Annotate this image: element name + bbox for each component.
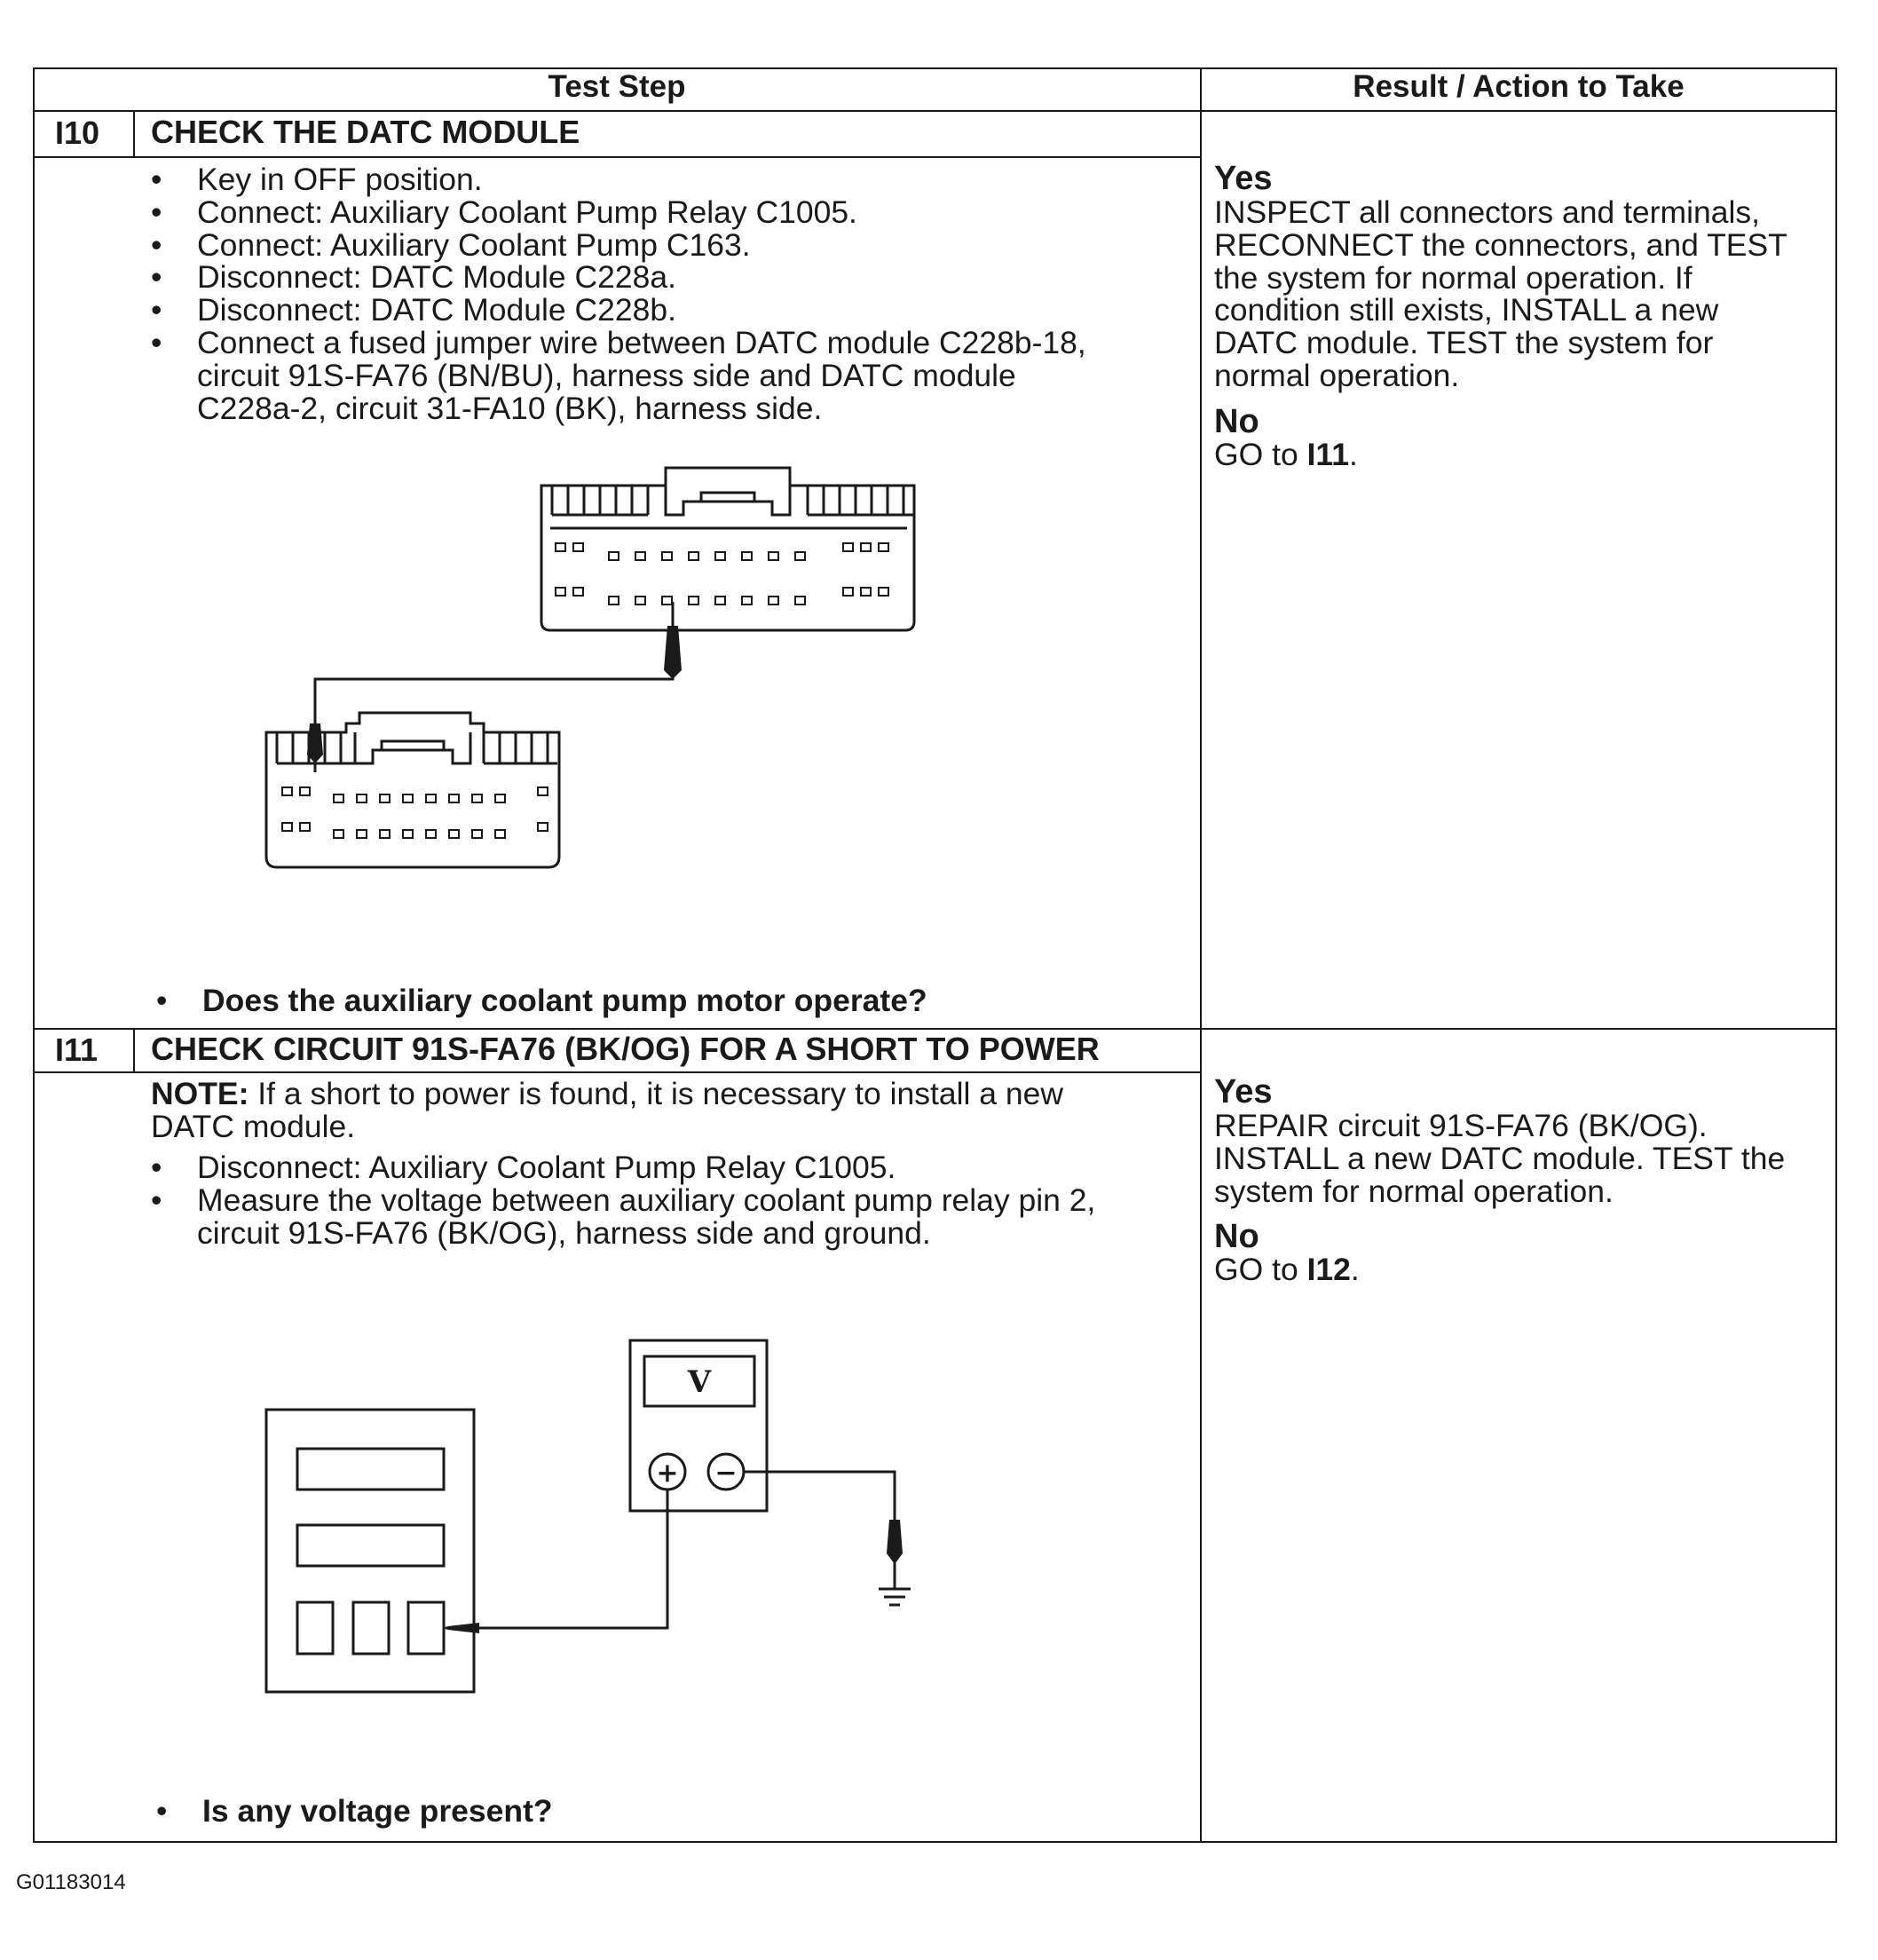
goto-step-link[interactable]: I11 xyxy=(1306,437,1349,472)
result-no-label: No xyxy=(1214,1218,1259,1255)
note-text: If a short to power is found, it is necessary to install a new xyxy=(249,1076,1063,1111)
goto-step-link[interactable]: I12 xyxy=(1306,1252,1351,1287)
probe-tips xyxy=(444,1520,903,1633)
result-yes-label: Yes xyxy=(1214,160,1273,197)
result-no-label: No xyxy=(1214,403,1259,440)
instruction-item: • Key in OFF position. xyxy=(144,163,1086,196)
note-label: NOTE: xyxy=(151,1076,249,1111)
result-no-action xyxy=(1214,1253,1360,1286)
result-line: RECONNECT the connectors, and TEST xyxy=(1214,226,1787,263)
step-instructions xyxy=(144,163,1086,424)
goto-suffix: . xyxy=(1350,1252,1360,1287)
positive-terminal-icon: + xyxy=(656,1458,679,1489)
voltmeter-diagram xyxy=(257,1332,941,1704)
relay-box xyxy=(266,1410,474,1692)
test-leads xyxy=(446,1472,895,1628)
step-number: I11 xyxy=(55,1031,99,1068)
result-line: INSPECT all connectors and terminals, xyxy=(1214,194,1760,230)
result-line: REPAIR circuit 91S-FA76 (BK/OG). xyxy=(1214,1108,1708,1143)
step-number: I10 xyxy=(55,115,100,151)
result-no-action xyxy=(1214,439,1358,471)
instruction-item: • Connect a fused jumper wire between DATC module C228b-18, xyxy=(144,327,1086,360)
instruction-item: • Connect: Auxiliary Coolant Pump C163. xyxy=(144,229,1086,262)
step-note xyxy=(151,1078,1063,1143)
instruction-continuation: circuit 91S-FA76 (BN/BU), harness side and DATC module xyxy=(197,357,1016,393)
result-yes-label: Yes xyxy=(1214,1073,1273,1110)
goto-text: GO to xyxy=(1214,437,1307,472)
connector-jumper-diagram xyxy=(257,466,941,874)
connector-c228b-pins xyxy=(556,543,888,605)
negative-terminal-icon: − xyxy=(714,1458,738,1489)
ground-icon xyxy=(879,1589,911,1605)
step-instructions xyxy=(144,1151,1095,1249)
column-header-test-step: Test Step xyxy=(548,69,686,104)
note-line xyxy=(151,1078,1063,1110)
connector-c228a-pins xyxy=(282,787,548,838)
goto-text: GO to xyxy=(1214,1252,1307,1287)
instruction-item: • Measure the voltage between auxiliary coolant pump relay pin 2, xyxy=(144,1184,1095,1217)
instruction-item: • Disconnect: DATC Module C228b. xyxy=(144,294,1086,327)
instruction-item: • Disconnect: DATC Module C228a. xyxy=(144,261,1086,294)
probe-tips xyxy=(307,626,682,763)
instruction-continuation: C228a-2, circuit 31-FA10 (BK), harness side. xyxy=(197,390,823,426)
result-line: normal operation. xyxy=(1214,357,1460,393)
goto-suffix: . xyxy=(1348,437,1358,472)
instruction-item: • Disconnect: Auxiliary Coolant Pump Relay C1005. xyxy=(144,1151,1095,1184)
fused-jumper-wire xyxy=(315,602,673,772)
step-title: CHECK CIRCUIT 91S-FA76 (BK/OG) FOR A SHORT TO POWER xyxy=(151,1031,1100,1067)
note-line: DATC module. xyxy=(151,1108,356,1144)
result-yes-action xyxy=(1214,196,1787,392)
step-question: • Is any voltage present? xyxy=(202,1793,553,1829)
column-header-result: Result / Action to Take xyxy=(1353,69,1685,104)
result-line: system for normal operation. xyxy=(1214,1173,1614,1209)
instruction-continuation: circuit 91S-FA76 (BK/OG), harness side and ground. xyxy=(197,1214,931,1251)
result-line: INSTALL a new DATC module. TEST the xyxy=(1214,1140,1786,1176)
figure-code: G01183014 xyxy=(16,1870,126,1894)
voltmeter-symbol: V xyxy=(687,1364,712,1400)
result-yes-action xyxy=(1214,1110,1785,1207)
result-line: the system for normal operation. If xyxy=(1214,259,1693,296)
result-line: DATC module. TEST the system for xyxy=(1214,325,1714,361)
instruction-item: • Connect: Auxiliary Coolant Pump Relay C1005. xyxy=(144,196,1086,229)
step-question: • Does the auxiliary coolant pump motor operate? xyxy=(202,983,927,1018)
result-line: condition still exists, INSTALL a new xyxy=(1214,292,1719,328)
step-title: CHECK THE DATC MODULE xyxy=(151,114,580,150)
